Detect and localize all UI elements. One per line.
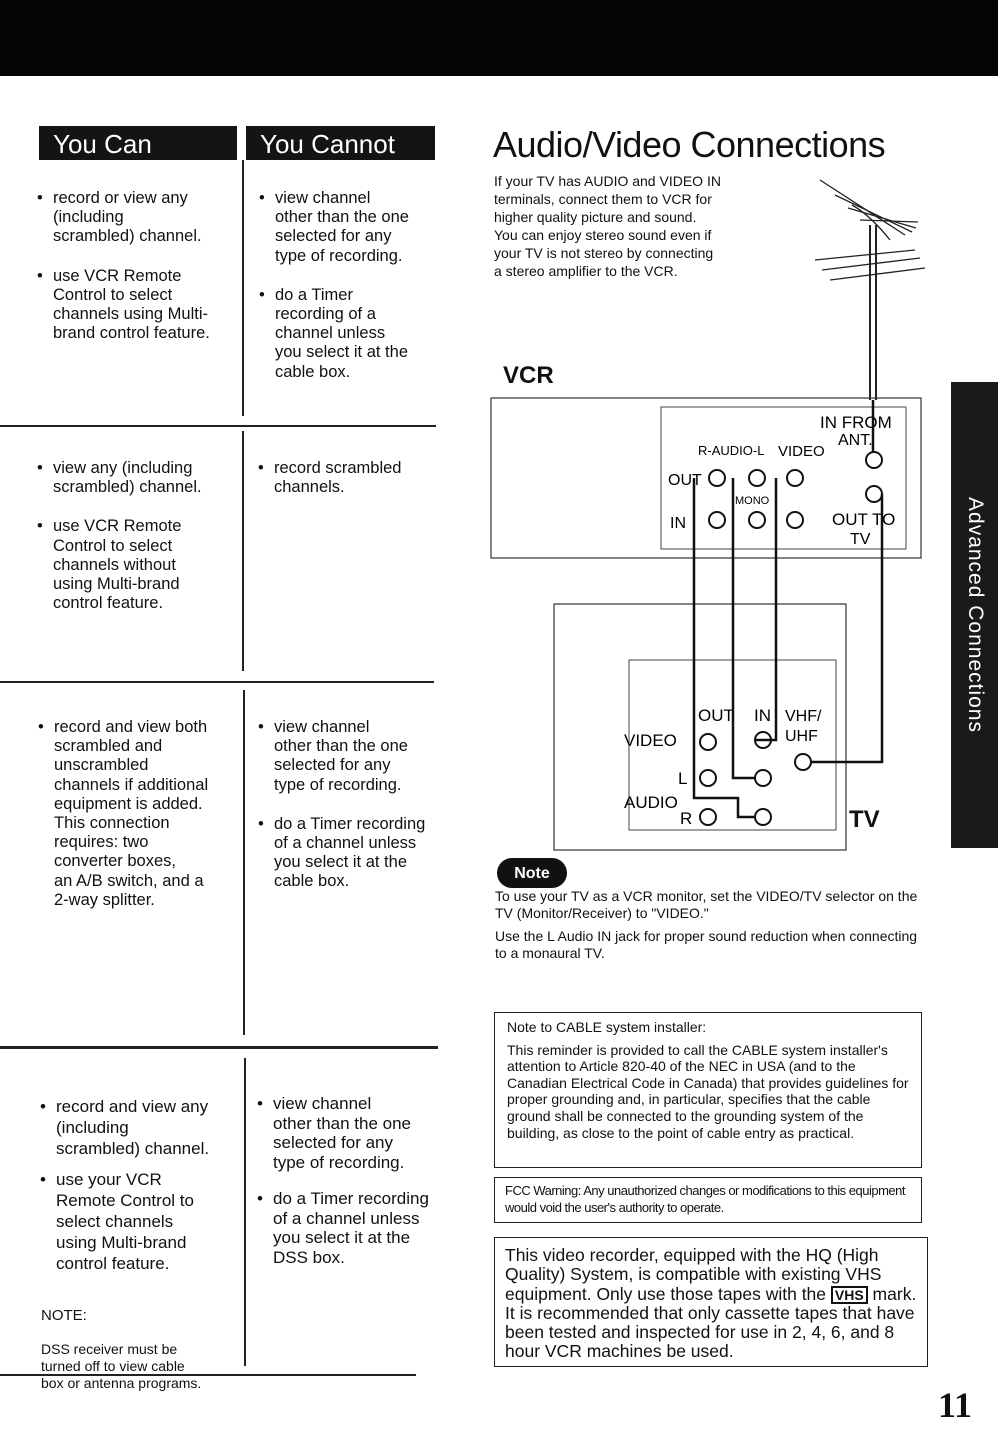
video-label: VIDEO (778, 443, 825, 460)
list-item: • record or view any (including scrambled) channel. (37, 189, 237, 247)
page-title: Audio/Video Connections (493, 124, 886, 165)
intro-text: If your TV has AUDIO and VIDEO IN terminals, connect them to VCR for higher quality picture and sound. You can enjoy stereo sound even if your TV is not stereo by connecting a stereo amplifier to the VCR. (494, 173, 721, 279)
cable-installer-body: This reminder is provided to call the CABLE system installer's attention to Article 820-40 of the NEC in USA (and to the Canadian Electrical Code in Canada) that provides guidelines for proper grounding and, in particular, specifies that the cable ground shall be connected to the grounding system of the building, as close to the point of cable entry as practical. (507, 1041, 909, 1141)
mono-label: MONO (735, 495, 770, 507)
hq-text-1: This video recorder, equipped with the HQ (High Quality) System, is compatible with existing VHS equipment. Only use those tapes with the (505, 1245, 882, 1304)
note-line-1: To use your TV as a VCR monitor, set the VIDEO/TV selector on the TV (Monitor/Receiver) to "VIDEO." (495, 888, 918, 921)
in-from-label: IN FROM (820, 413, 892, 432)
r-audio-l-label: R-AUDIO-L (698, 443, 765, 458)
connection-diagram (480, 170, 930, 860)
header-you-can: You Can (39, 126, 237, 160)
list-item: • use VCR Remote Control to select channels using Multi- brand control feature. (37, 267, 237, 344)
row-divider (0, 1374, 416, 1376)
cable-installer-box (494, 1012, 922, 1168)
hq-text-2: mark. It is recommended that only cassette tapes that have been tested and inspected for use in 2, 4, 6, and 8 hour VCR machines be used. (505, 1283, 917, 1362)
row4-can (40, 1096, 240, 1284)
note-badge: Note (497, 858, 567, 888)
list-item: • use VCR Remote Control to select channels without using Multi-brand control feature. (37, 517, 237, 613)
cables (694, 400, 882, 817)
list-item: • view any (including scrambled) channel. (37, 459, 237, 497)
row-divider (0, 1046, 438, 1049)
note-line-2: Use the L Audio IN jack for proper sound reduction when connecting to a monaural TV. (495, 928, 918, 961)
row2-cannot (258, 459, 443, 517)
hq-system-box (494, 1237, 928, 1367)
tv-jacks (700, 732, 811, 825)
column-divider (242, 431, 244, 671)
row2-can (37, 459, 237, 633)
list-item: • record scrambled channels. (258, 459, 443, 497)
tv-in-label: IN (754, 706, 771, 725)
list-item: • record and view any (including scrambled) channel. (40, 1096, 240, 1159)
column-divider (242, 160, 244, 416)
cable-installer-heading: Note to CABLE system installer: (507, 1019, 707, 1035)
list-item: • record and view both scrambled and unscrambled channels if additional equipment is added. This connection requires: two converter boxes, an A/B switch, and a 2-way splitter. (38, 718, 238, 910)
list-item: • view channel other than the one selected for any type of recording. (258, 718, 453, 795)
vcr-label: VCR (503, 362, 554, 389)
list-item: • do a Timer recording of a channel unless you select it at the cable box. (258, 815, 453, 892)
ant-label: ANT. (838, 432, 873, 449)
list-item: • do a Timer recording of a channel unless you select it at the cable box. (259, 286, 444, 382)
list-item: • view channel other than the one selected for any type of recording. (257, 1094, 452, 1172)
list-item: • view channel other than the one selected for any type of recording. (259, 189, 444, 266)
top-black-band (0, 0, 998, 76)
in-label: IN (670, 515, 686, 532)
side-tab-label: Advanced Connections (963, 497, 987, 733)
row1-cannot (259, 189, 444, 402)
dss-note-text: DSS receiver must be turned off to view cable box or antenna programs. (41, 1341, 202, 1391)
dss-note-heading: NOTE: (41, 1307, 87, 1324)
tv-l-label: L (678, 769, 688, 788)
row1-can (37, 189, 237, 363)
vhf-label: VHF/ (785, 708, 822, 725)
side-tab (951, 382, 998, 848)
out-to-tv-label: TV (850, 531, 871, 548)
column-divider (244, 1058, 246, 1366)
out-to-label: OUT TO (832, 510, 896, 529)
uhf-label: UHF (785, 728, 818, 745)
tv-video-label: VIDEO (624, 731, 677, 750)
vhs-logo: VHS (831, 1286, 868, 1304)
dss-note (41, 1290, 241, 1409)
row-divider (0, 681, 434, 683)
list-item: • do a Timer recording of a channel unless you select it at the DSS box. (257, 1189, 452, 1267)
fcc-warning-text: FCC Warning: Any unauthorized changes or modifications to this equipment would void the user's authority to operate. (505, 1183, 905, 1215)
tv-r-label: R (680, 809, 693, 828)
column-divider (243, 690, 245, 1035)
tv-audio-label: AUDIO (624, 793, 678, 812)
tv-label: TV (849, 806, 880, 833)
fcc-warning-box (494, 1177, 922, 1223)
row3-can (38, 718, 238, 930)
row3-cannot (258, 718, 453, 912)
out-label: OUT (668, 472, 702, 489)
page-number: 11 (938, 1385, 973, 1425)
row-divider (0, 425, 436, 427)
antenna-icon (815, 180, 925, 400)
row4-cannot (257, 1094, 452, 1287)
list-item: • use your VCR Remote Control to select channels using Multi-brand control feature. (40, 1169, 240, 1274)
tv-out-label: OUT (698, 706, 734, 725)
note-text (495, 888, 925, 968)
header-you-cannot: You Cannot (246, 126, 435, 160)
